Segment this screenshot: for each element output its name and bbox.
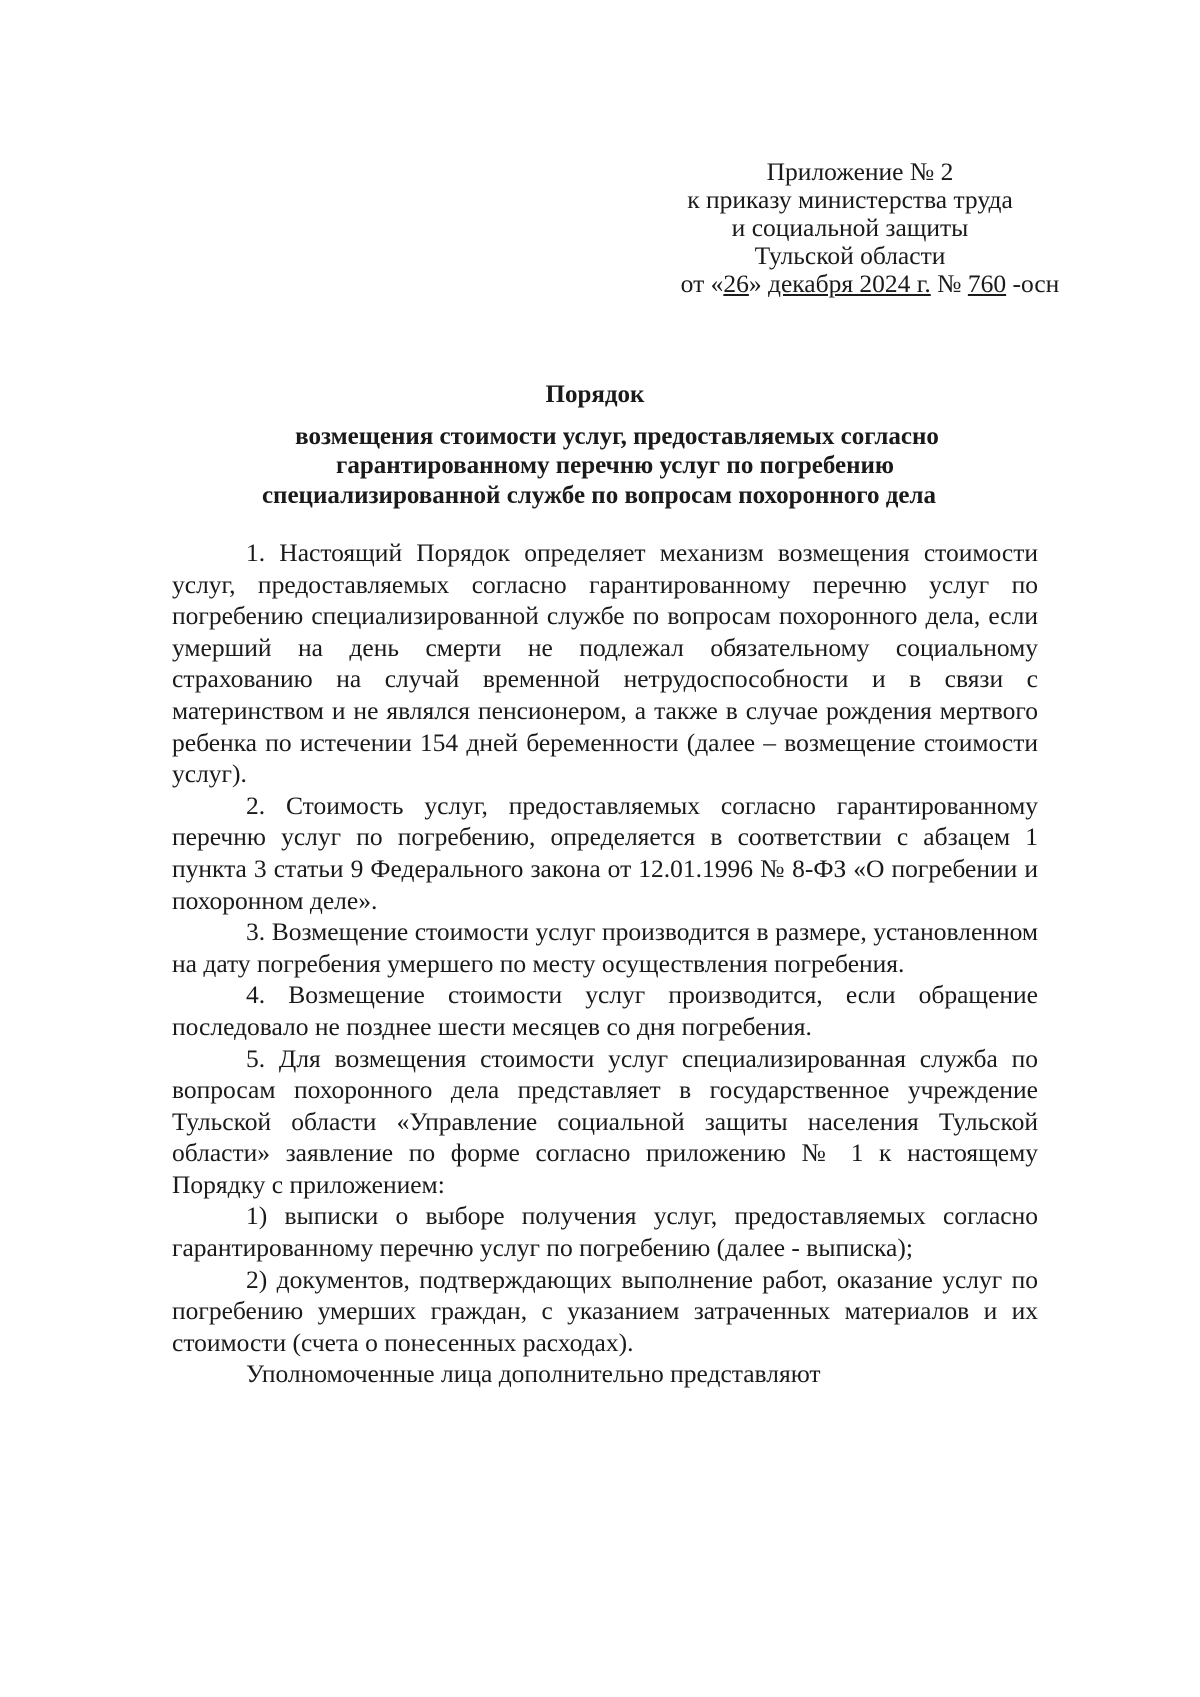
paragraph-6: Уполномоченные лица дополнительно представляют	[246, 1359, 821, 1389]
title-line-2: возмещения стоимости услуг, предоставляемых согласно	[295, 422, 939, 450]
number-suffix: -осн	[1006, 269, 1060, 298]
paragraph-5-item-2: 2) документов, подтверждающих выполнение работ, оказание услуг по погребению умерших граждан, с указанием затраченных материалов и их стоимости (счета о понесенных расходах).	[172, 1264, 1038, 1357]
title-line-3: гарантированному перечню услуг по погребению	[335, 452, 895, 479]
paragraph-4: 4. Возмещение стоимости услуг производится, если обращение последовало не позднее шести месяцев со дня погребения.	[172, 980, 1038, 1041]
annex-ministry: и социальной защиты	[731, 213, 969, 242]
date-day: 26	[723, 269, 749, 298]
annex-number: Приложение № 2	[766, 157, 954, 186]
paragraph-5-item-1: 1) выписки о выборе получения услуг, предоставляемых согласно гарантированному перечню услуг по погребению (далее - выписка);	[172, 1201, 1038, 1263]
date-month-year: декабря 2024 г.	[767, 269, 931, 298]
annex-region: Тульской области	[754, 241, 946, 270]
paragraph-5: 5. Для возмещения стоимости услуг специализированная служба по вопросам похоронного дела представляет в государственное учреждение Тульской области «Управление социальной защиты населения Тульской области» заявление по форме согласно приложению № 1 к настоящему Порядку с приложением:	[172, 1043, 1038, 1199]
paragraph-2: 2. Стоимость услуг, предоставляемых согласно гарантированному перечню услуг по погребению, определяется в соответствии с абзацем 1 пункта 3 статьи 9 Федерального закона от 12.01.1996 № 8-ФЗ «О погребении и похоронном деле».	[172, 790, 1038, 915]
paragraph-1: 1. Настоящий Порядок определяет механизм возмещения стоимости услуг, предоставляемых согласно гарантированному перечню услуг по погребению специализированной службе по вопросам похоронного дела, если умерший на день смерти не подлежал обязательному социальному страхованию на случай временной нетрудоспособности и в связи с материнством и не являлся пенсионером, а также в случае рождения мертвого ребенка по истечении 154 дней беременности (далее – возмещение стоимости услуг).	[172, 538, 1038, 789]
document-body	[172, 537, 1038, 1390]
date-mid: »	[748, 269, 768, 298]
title-line-1: Порядок	[545, 381, 645, 408]
annex-date-line	[640, 270, 1100, 298]
paragraph-3: 3. Возмещение стоимости услуг производится в размере, установленном на дату погребения умершего по месту осуществления погребения.	[172, 917, 1038, 978]
title-line-4: специализированной службе по вопросам похоронного дела	[261, 481, 937, 509]
order-number: 760	[967, 269, 1007, 298]
number-label: №	[930, 269, 968, 298]
document-title	[160, 380, 1050, 510]
date-prefix: от «	[680, 269, 724, 298]
annex-header	[600, 158, 1100, 298]
annex-order-ref: к приказу министерства труда	[687, 185, 1013, 214]
